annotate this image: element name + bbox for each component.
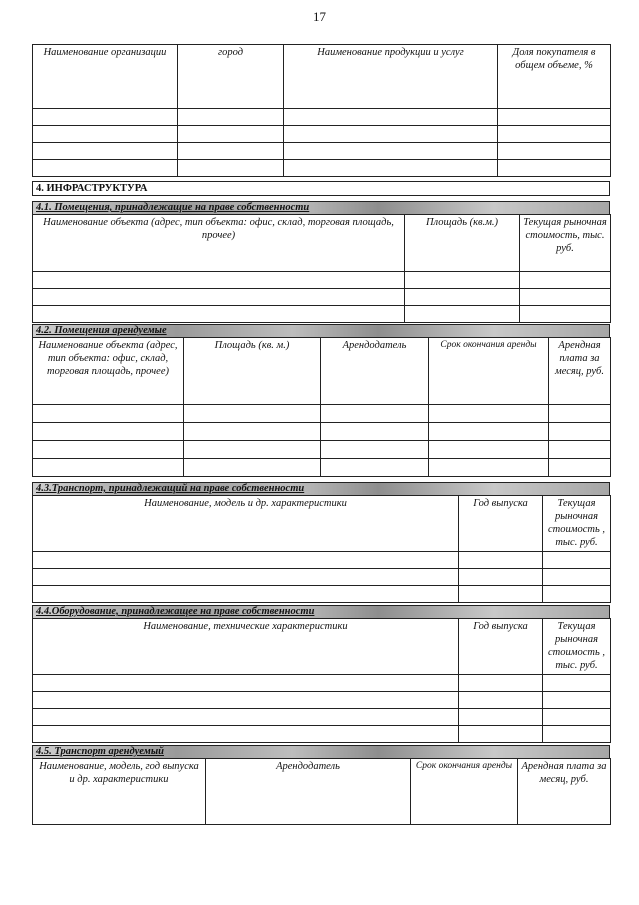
rented-transport-table — [32, 758, 611, 825]
table-cell[interactable] — [33, 586, 459, 603]
table-row — [33, 726, 611, 743]
table-cell[interactable] — [459, 552, 543, 569]
table-cell[interactable] — [429, 405, 549, 423]
table-cell[interactable] — [184, 459, 321, 477]
section-4-4 — [32, 605, 610, 743]
table-header-row — [33, 338, 611, 405]
table-row — [33, 441, 611, 459]
customers-table-block — [32, 44, 610, 177]
table-cell[interactable] — [543, 726, 611, 743]
section-title-4-4: 4.4.Оборудование, принадлежащее на праве собственности — [32, 605, 610, 618]
table-cell[interactable] — [459, 675, 543, 692]
header-cell: Наименование, модель, год выпуска и др. характеристики — [33, 759, 206, 825]
table-row — [33, 405, 611, 423]
table-header-row — [33, 496, 611, 552]
header-cell: Арендодатель — [321, 338, 429, 405]
table-cell[interactable] — [178, 143, 284, 160]
table-row — [33, 306, 611, 323]
table-cell[interactable] — [459, 709, 543, 726]
table-row — [33, 160, 611, 177]
table-cell[interactable] — [549, 423, 611, 441]
owned-transport-table — [32, 495, 611, 603]
table-header-row — [33, 45, 611, 109]
header-cell: Наименование продукции и услуг — [284, 45, 498, 109]
header-cell: Наименование, модель и др. характеристики — [33, 496, 459, 552]
header-cell: Год выпуска — [459, 496, 543, 552]
table-cell[interactable] — [549, 405, 611, 423]
header-cell: Площадь (кв.м.) — [405, 215, 520, 272]
table-cell[interactable] — [498, 160, 611, 177]
table-row — [33, 552, 611, 569]
table-cell[interactable] — [33, 726, 459, 743]
table-cell[interactable] — [543, 552, 611, 569]
table-cell[interactable] — [33, 569, 459, 586]
table-cell[interactable] — [178, 109, 284, 126]
table-header-row — [33, 759, 611, 825]
header-cell: Текущая рыночная стоимость , тыс. руб. — [543, 496, 611, 552]
section-title-4-5: 4.5. Транспорт арендуемый — [32, 745, 610, 758]
table-cell[interactable] — [520, 306, 611, 323]
table-cell[interactable] — [33, 405, 184, 423]
table-cell[interactable] — [33, 289, 405, 306]
table-cell[interactable] — [459, 586, 543, 603]
section-title-4-1: 4.1. Помещения, принадлежащие на праве собственности — [32, 201, 610, 214]
section-title-4-3: 4.3.Транспорт, принадлежащий на праве собственности — [32, 482, 610, 495]
table-cell[interactable] — [321, 405, 429, 423]
section-title-4-2: 4.2. Помещения арендуемые — [32, 324, 610, 337]
table-cell[interactable] — [405, 289, 520, 306]
table-cell[interactable] — [543, 709, 611, 726]
table-cell[interactable] — [33, 306, 405, 323]
table-header-row — [33, 619, 611, 675]
header-cell: Наименование объекта (адрес, тип объекта: офис, склад, торговая площадь, прочее) — [33, 338, 184, 405]
table-cell[interactable] — [429, 441, 549, 459]
page-number: 17 — [313, 9, 326, 24]
table-cell[interactable] — [33, 126, 178, 143]
table-cell[interactable] — [520, 272, 611, 289]
table-cell[interactable] — [549, 441, 611, 459]
table-cell[interactable] — [549, 459, 611, 477]
table-cell[interactable] — [284, 126, 498, 143]
table-cell[interactable] — [33, 160, 178, 177]
table-cell[interactable] — [178, 126, 284, 143]
table-cell[interactable] — [33, 423, 184, 441]
header-cell: Срок окончания аренды — [411, 759, 518, 825]
table-cell[interactable] — [33, 143, 178, 160]
table-row — [33, 109, 611, 126]
table-cell[interactable] — [284, 160, 498, 177]
table-cell[interactable] — [429, 459, 549, 477]
table-cell[interactable] — [284, 143, 498, 160]
table-row — [33, 709, 611, 726]
customers-table — [32, 44, 611, 177]
table-row — [33, 675, 611, 692]
header-cell: город — [178, 45, 284, 109]
table-cell[interactable] — [459, 569, 543, 586]
section-title-infrastructure: 4. ИНФРАСТРУКТУРА — [32, 181, 610, 196]
table-row — [33, 569, 611, 586]
table-cell[interactable] — [284, 109, 498, 126]
table-row — [33, 586, 611, 603]
header-cell: Доля покупателя в общем объеме, % — [498, 45, 611, 109]
header-cell: Наименование, технические характеристики — [33, 619, 459, 675]
table-row — [33, 272, 611, 289]
section-4-1 — [32, 201, 610, 323]
table-cell[interactable] — [33, 459, 184, 477]
header-cell: Текущая рыночная стоимость, тыс. руб. — [520, 215, 611, 272]
table-cell[interactable] — [321, 459, 429, 477]
header-cell: Арендная плата за месяц, руб. — [549, 338, 611, 405]
table-cell[interactable] — [543, 586, 611, 603]
header-cell: Арендная плата за месяц, руб. — [518, 759, 611, 825]
table-cell[interactable] — [184, 423, 321, 441]
header-cell: Наименование объекта (адрес, тип объекта: офис, склад, торговая площадь, прочее) — [33, 215, 405, 272]
table-cell[interactable] — [543, 569, 611, 586]
table-cell[interactable] — [429, 423, 549, 441]
header-cell: Наименование организации — [33, 45, 178, 109]
table-cell[interactable] — [184, 441, 321, 459]
table-cell[interactable] — [321, 441, 429, 459]
table-cell[interactable] — [405, 306, 520, 323]
table-cell[interactable] — [184, 405, 321, 423]
table-cell[interactable] — [498, 126, 611, 143]
table-cell[interactable] — [321, 423, 429, 441]
header-cell: Срок окончания аренды — [429, 338, 549, 405]
section-4-2 — [32, 324, 610, 477]
owned-premises-table — [32, 214, 611, 323]
table-cell[interactable] — [498, 143, 611, 160]
table-cell[interactable] — [520, 289, 611, 306]
table-cell[interactable] — [33, 675, 459, 692]
owned-equipment-table — [32, 618, 611, 743]
table-cell[interactable] — [543, 675, 611, 692]
table-cell[interactable] — [33, 441, 184, 459]
table-cell[interactable] — [459, 726, 543, 743]
table-cell[interactable] — [459, 692, 543, 709]
table-row — [33, 289, 611, 306]
table-cell[interactable] — [543, 692, 611, 709]
table-cell[interactable] — [33, 552, 459, 569]
table-cell[interactable] — [33, 709, 459, 726]
table-row — [33, 459, 611, 477]
header-cell: Год выпуска — [459, 619, 543, 675]
header-cell: Текущая рыночная стоимость , тыс. руб. — [543, 619, 611, 675]
table-cell[interactable] — [33, 109, 178, 126]
table-cell[interactable] — [178, 160, 284, 177]
table-row — [33, 692, 611, 709]
header-cell: Арендодатель — [206, 759, 411, 825]
table-header-row — [33, 215, 611, 272]
table-row — [33, 423, 611, 441]
rented-premises-table — [32, 337, 611, 477]
table-row — [33, 143, 611, 160]
table-cell[interactable] — [498, 109, 611, 126]
table-cell[interactable] — [33, 272, 405, 289]
table-cell[interactable] — [405, 272, 520, 289]
section-4-3 — [32, 482, 610, 603]
header-cell: Площадь (кв. м.) — [184, 338, 321, 405]
section-4-5 — [32, 745, 610, 825]
table-row — [33, 126, 611, 143]
table-cell[interactable] — [33, 692, 459, 709]
